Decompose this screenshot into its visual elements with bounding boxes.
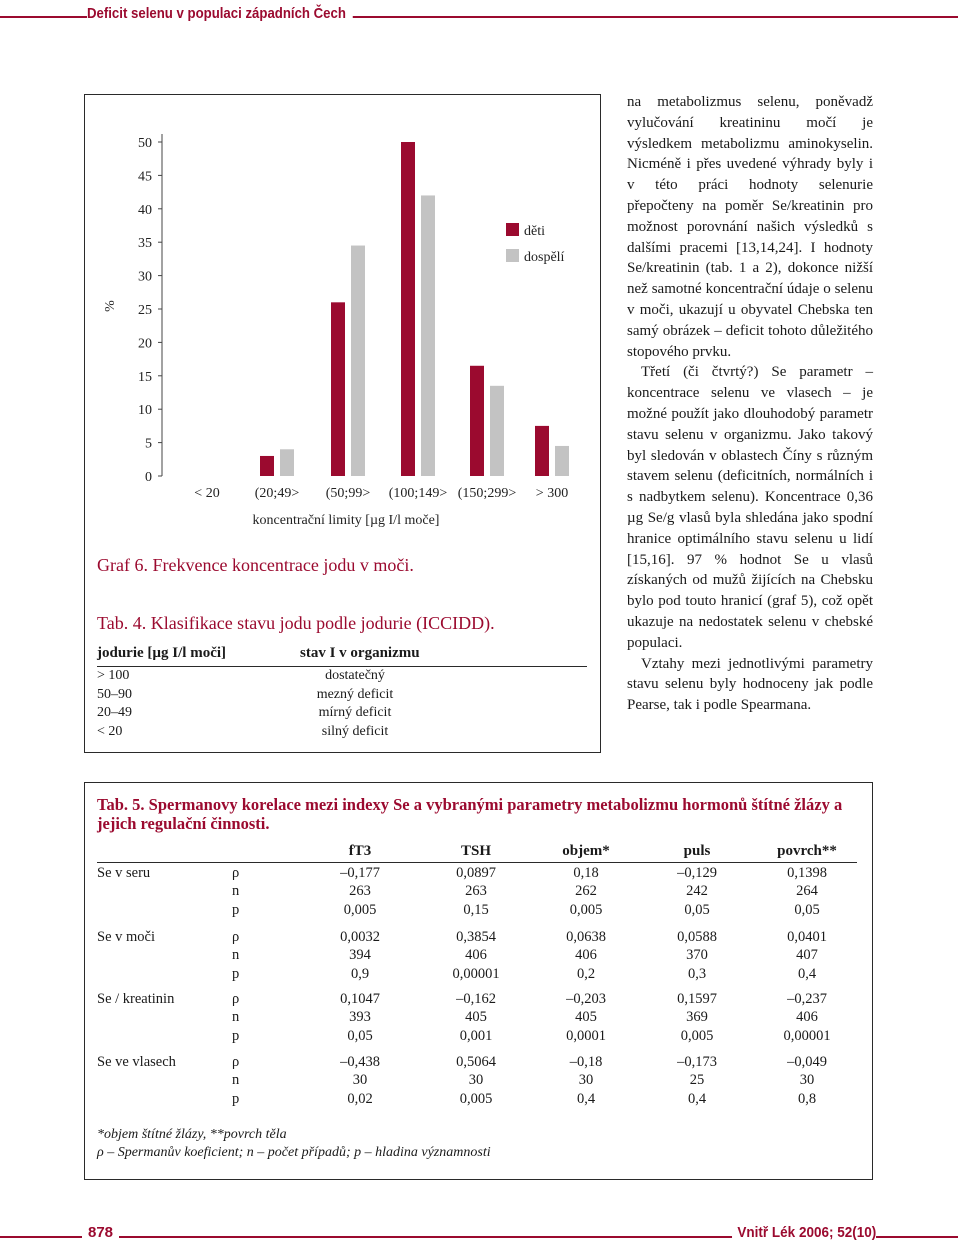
tab5-cell: 242 [686,883,708,900]
tab5-stat-symbol: n [232,947,240,964]
tab5-group-label: Se v moči [97,929,155,945]
tab5-cell: 263 [465,883,487,900]
tab5-cell: –0,18 [569,1054,603,1070]
tab5-cell: 0,1398 [787,865,827,881]
tab5-stat-symbol: ρ [232,991,240,1007]
tab4-title: Tab. 4. Klasifikace stavu jodu podle jodurie (ICCIDD). [97,613,495,633]
tab5-group-label: Se ve vlasech [97,1054,176,1070]
tab4-cell-stav: silný deficit [321,723,389,739]
tab4-cell-stav: dostatečný [325,668,385,683]
tab5-cell: 0,005 [569,901,603,918]
bar-dospeli [351,246,365,476]
y-tick-label: 20 [138,336,152,352]
tab4-header-col1: jodurie [µg I/l moči] [97,645,227,661]
tab5-cell: 0,4 [797,965,817,982]
tab4-cell-jodurie: 50–90 [97,686,132,702]
tab5-cell: 369 [686,1009,708,1026]
tab5-cell: 0,005 [680,1027,714,1044]
tab5-cell: 0,0001 [566,1027,606,1044]
tab5-cell: –0,129 [677,865,717,881]
tab5-group-label: Se v seru [97,865,151,881]
tab4-rule [97,666,587,667]
tab5-cell: 0,05 [794,901,820,918]
bar-deti [470,366,484,476]
tab5-cell: 0,15 [463,901,489,918]
tab5-cell: 25 [689,1072,705,1089]
tab5-footnote: ρ – Spermanův koeficient; n – počet případů; p – hladina významnosti [97,1145,491,1160]
x-tick-label: (20;49> [254,486,300,501]
tab5-cell: 0,4 [576,1090,596,1107]
tab5-cell: 0,8 [797,1090,817,1107]
tab5-cell: 0,1597 [677,991,717,1007]
y-tick-label: 5 [145,436,152,452]
bar-chart [84,94,601,634]
tab4-cell-stav: mírný deficit [318,705,392,720]
tab5-cell: 0,4 [687,1090,707,1107]
bar-deti [260,456,274,476]
tab5-column-header: puls [683,843,711,859]
tab4-header-col2: stav I v organizmu [300,645,420,661]
tab5-cell: 0,05 [347,1027,373,1044]
tab5-cell: 0,001 [459,1027,493,1044]
tab5-stat-symbol: ρ [232,1054,240,1070]
tab5-cell: 0,3 [687,965,707,982]
tab5-stat-symbol: n [232,1072,240,1089]
tab5-cell: –0,173 [677,1054,717,1070]
legend-swatch-deti [506,223,519,236]
tab5-stat-symbol: ρ [232,929,240,945]
tab5-cell: –0,203 [566,991,606,1007]
tab5-cell: 30 [799,1072,815,1089]
y-tick-label: 15 [138,369,152,385]
page-number: 878 [82,1224,119,1241]
y-tick-label: 0 [145,470,152,485]
tab5-cell: 0,00001 [783,1027,831,1044]
tab5-stat-symbol: n [232,883,240,900]
tab5-stat-symbol: ρ [232,865,240,881]
tab5-cell: 0,0032 [340,929,380,945]
journal-reference: Vnitř Lék 2006; 52(10) [732,1224,876,1241]
tab5-cell: –0,162 [456,991,496,1007]
tab5-cell: 0,5064 [456,1054,496,1070]
tab5-stat-symbol: n [232,1009,240,1026]
tab5-cell: 262 [575,883,597,900]
tab5-cell: 407 [796,947,818,964]
bar-deti [535,426,549,476]
x-tick-label: < 20 [194,486,220,501]
legend-label: dospělí [524,250,565,265]
bar-dospeli [421,195,435,476]
tab5-cell: 0,0588 [677,929,717,945]
x-tick-label: (150;299> [457,486,517,501]
y-axis-title: % [103,300,118,312]
tab5-cell: –0,177 [340,865,380,881]
tab5-stat-symbol: p [232,965,240,982]
body-paragraph: Třetí (či čtvrtý?) Se parametr – koncentrace selenu ve vlasech – je možné použít jako dlouhodobý parametr stavu selenu v organizmu. Jako takový byl sledován v oblastech Číny s různým stavem selenu (deficitních, normálních i s nadbytkem selenu). Koncentrace 0,36 µg Se/g vlasů byla shledána jako spodní hranice optimálního stavu selenu u lidí [15,16]. 97 % hodnot Se u vlasů získaných od mužů žijících na Chebsku bylo pod touto hranicí (graf 5), což opět ukazuje na nedostatek selenu v chebské populaci. [627,364,873,651]
tab5-cell: 0,02 [347,1090,373,1107]
tab5-cell: 30 [468,1072,484,1089]
tab5-cell: 0,0897 [456,865,496,881]
tab5-cell: 264 [796,883,818,900]
tab5-cell: 0,05 [684,901,710,918]
body-paragraph: Vztahy mezi jednotlivými parametry stavu selenu byly hodnoceny jak podle Pearse, tak i podle Spearmana. [627,655,873,714]
x-tick-label: (100;149> [388,486,448,501]
body-paragraph: na metabolizmus selenu, poněvadž vylučování kreatininu močí je výsledkem metabolizmu aminokyselin. Nicméně i přes uvedené výhrady byly i v této práci hodnoty selenurie přepočteny na poměr Se/kreatinin pro možnost porovnání našich výsledků s dalšími pracemi [13,14,24]. I hodnoty Se/kreatinin (tab. 1 a 2), dokonce nižší než samotné koncentrační údaje o selenu v moči, ukazují u obyvatel Chebska ten samý obrázek – deficit tohoto důležitého stopového prvku. [627,94,873,360]
bar-dospeli [280,449,294,476]
tab5-cell: 405 [465,1009,487,1026]
y-tick-label: 45 [138,169,152,185]
tab5-cell: 0,1047 [340,991,380,1007]
running-title: Deficit selenu v populaci západních Čech [87,5,353,22]
legend-label: děti [524,224,545,239]
tab4-cell-jodurie: > 100 [97,668,130,683]
tab4-cell-jodurie: < 20 [97,723,123,739]
tab5-cell: 30 [352,1072,368,1089]
tab5-cell: –0,049 [787,1054,827,1070]
tab5-cell: 370 [686,947,708,964]
tab5-stat-symbol: p [232,1027,240,1044]
tab5-cell: 393 [349,1009,371,1026]
chart-caption: Graf 6. Frekvence koncentrace jodu v moči. [97,555,414,575]
tab5-column-header: povrch** [777,843,837,859]
y-tick-label: 30 [138,269,152,285]
tab5-column-header: fT3 [348,843,372,859]
tab5-footnote: *objem štítné žlázy, **povrch těla [97,1127,287,1142]
tab5-cell: 30 [578,1072,594,1089]
tab5-cell: 394 [349,947,371,964]
body-text [627,92,873,716]
bar-dospeli [490,386,504,476]
x-tick-label: (50;99> [325,486,371,501]
tab5-cell: 405 [575,1009,597,1026]
y-tick-label: 25 [138,303,152,318]
tab5-group-label: Se / kreatinin [97,991,175,1007]
x-tick-label: > 300 [535,486,569,501]
y-tick-label: 40 [138,202,152,218]
tab5-cell: 406 [465,947,487,964]
y-tick-label: 50 [138,136,152,151]
tab5-cell: 0,2 [576,965,596,982]
tab5-stat-symbol: p [232,1090,240,1107]
tab5-cell: 406 [796,1009,818,1026]
tab5-cell: 0,9 [350,965,370,982]
tab5-cell: 0,18 [573,865,599,881]
tab5-stat-symbol: p [232,901,240,918]
tab5-cell: 263 [349,883,371,900]
bar-deti [331,302,345,476]
legend-swatch-dospeli [506,249,519,262]
tab5-cell: 0,005 [459,1090,493,1107]
tab5-cell: 0,005 [343,901,377,918]
tab5-cell: 0,00001 [452,965,500,982]
tab5-column-header: TSH [460,843,491,859]
bar-dospeli [555,446,569,476]
tab5-cell: 0,3854 [456,929,496,945]
tab5-title: Tab. 5. Spermanovy korelace mezi indexy Se a vybranými parametry metabolizmu hormonů štítné žlázy a jejich regulační činnosti. [97,795,843,833]
y-tick-label: 10 [138,403,152,419]
tab5-cell: –0,438 [340,1054,380,1070]
tab5-cell: –0,237 [787,991,827,1007]
bar-deti [401,142,415,476]
tab5-cell: 0,0638 [566,929,606,945]
y-tick-label: 35 [138,236,152,252]
tab5-column-header: objem* [562,843,610,859]
x-axis-title: koncentrační limity [µg I/l moče] [252,513,440,528]
tab5-cell: 406 [575,947,597,964]
tab5-cell: 0,0401 [787,929,827,945]
tab5-rule [97,862,857,863]
tab4-cell-jodurie: 20–49 [97,705,132,720]
tab4-cell-stav: mezný deficit [316,686,394,702]
